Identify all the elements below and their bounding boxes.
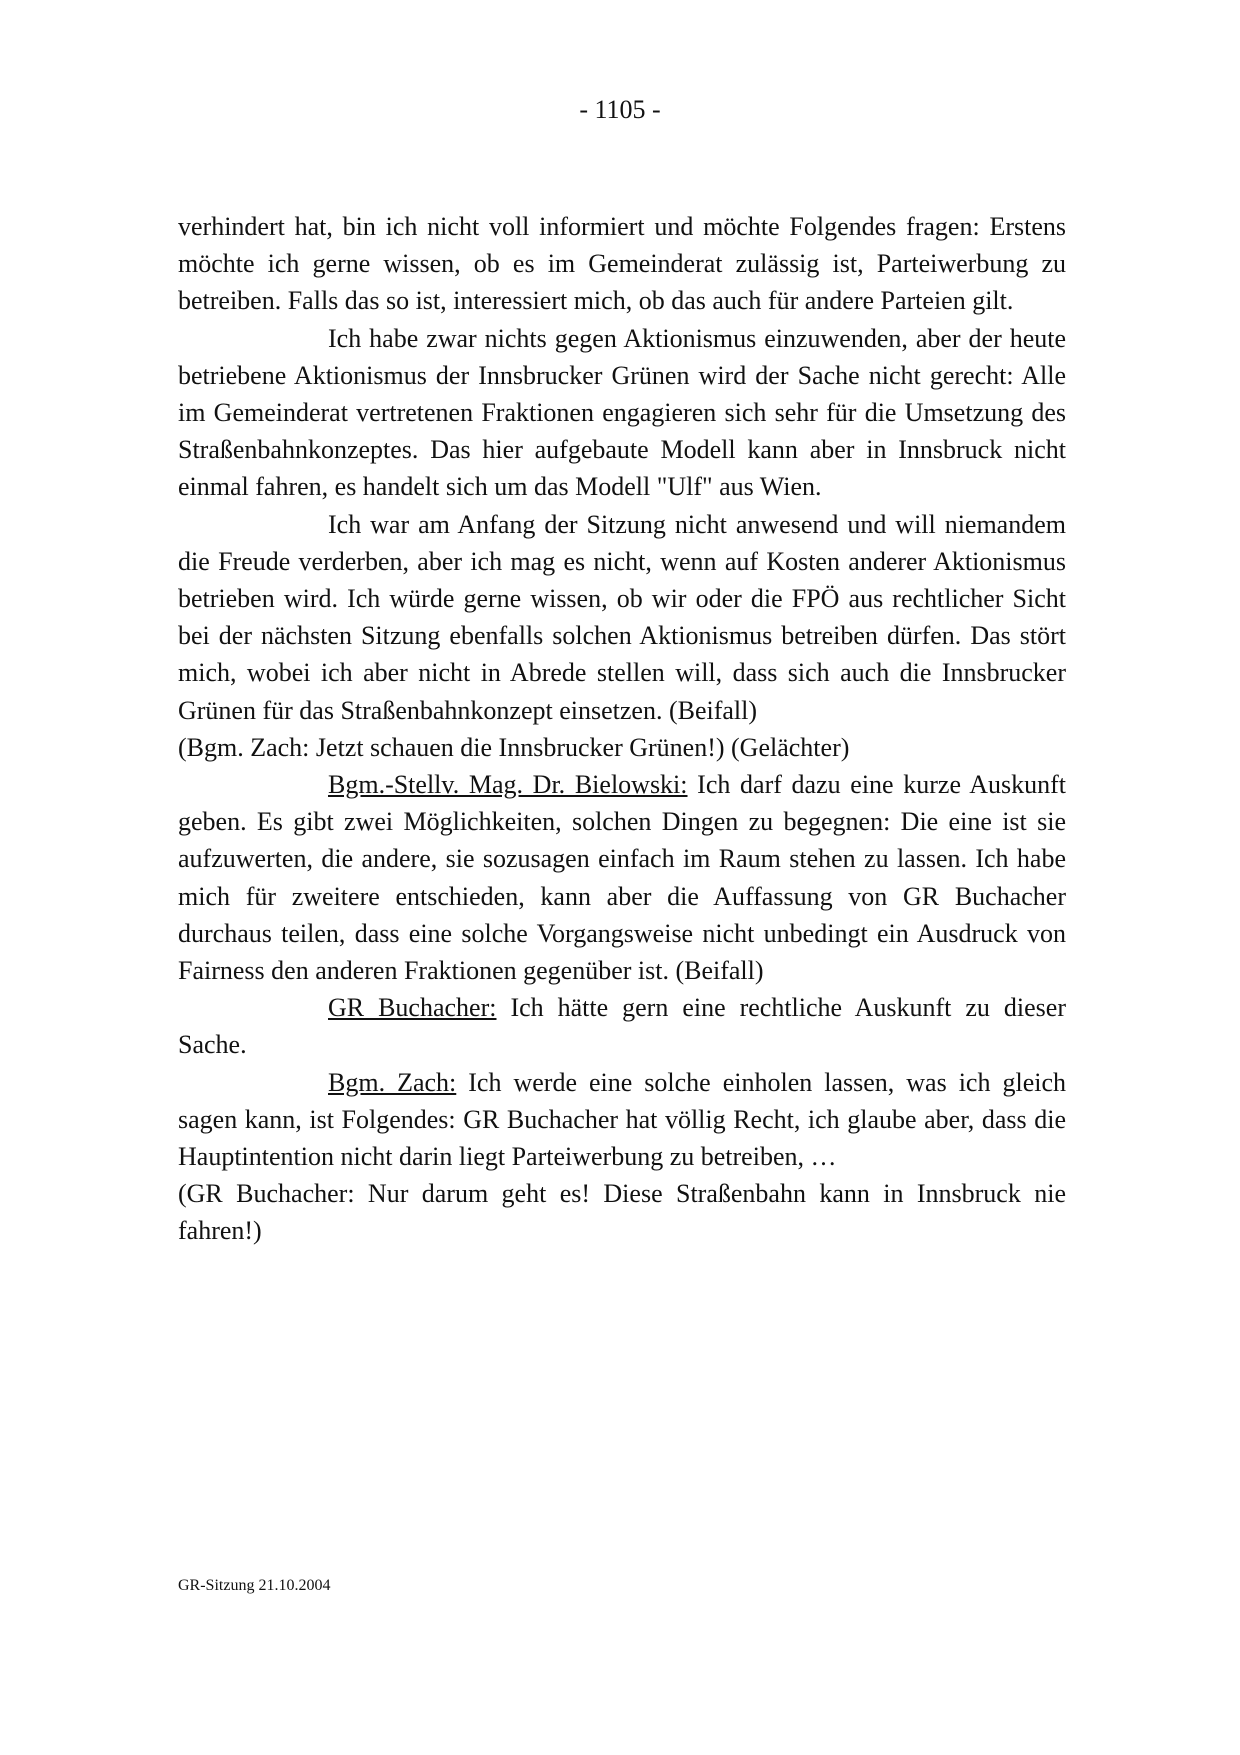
paragraph-sitzung: Ich war am Anfang der Sitzung nicht anwesend und will niemandem die Freude verderben, aber ich mag es nicht, wenn auf Kosten anderer Aktionismus betrieben wird. Ich würde gerne wissen, ob wir oder die FPÖ aus rechtlicher Sicht bei der nächsten Sitzung ebenfalls solchen Aktionismus betreiben dürfen. Das stört mich, wobei ich aber nicht in Abrede stellen will, dass sich auch die Innsbrucker Grünen für das Straßenbahnkonzept einsetzen. (Beifall) xyxy=(178,509,1066,725)
footer-session: GR-Sitzung 21.10.2004 xyxy=(178,1577,331,1594)
paragraph-buchacher xyxy=(178,989,1066,1063)
page-number: - 1105 - xyxy=(579,95,661,124)
body-text xyxy=(178,208,1066,1250)
speaker-name: GR Buchacher: xyxy=(328,993,497,1023)
speech-text: Ich darf dazu eine kurze Auskunft geben. Es gibt zwei Möglichkeiten, solchen Dingen zu begegnen: Die eine ist sie aufzuwerten, die andere, sie sozusagen einfach im Raum stehen zu lassen. Ich habe mich für zweitere entschieden, kann aber die Auffassung von GR Buchacher durchaus teilen, dass eine solche Vorgangsweise nicht unbedingt ein Ausdruck von Fairness den anderen Fraktionen gegenüber ist. (Beifall) xyxy=(178,770,1066,986)
speaker-name: Bgm. Zach: xyxy=(328,1067,457,1097)
paragraph-zach xyxy=(178,1064,1066,1176)
paragraph-aktionismus: Ich habe zwar nichts gegen Aktionismus einzuwenden, aber der heute betriebene Aktionismus der Innsbrucker Grünen wird der Sache nicht gerecht: Alle im Gemeinderat vertretenen Fraktionen engagieren sich sehr für die Umsetzung des Straßenbahnkonzeptes. Das hier aufgebaute Modell kann aber in Innsbruck nicht einmal fahren, es handelt sich um das Modell "Ulf" aus Wien. xyxy=(178,323,1066,502)
paragraph-bielowski xyxy=(178,766,1066,989)
paragraph-intro: verhindert hat, bin ich nicht voll informiert und möchte Folgendes fragen: Erstens möchte ich gerne wissen, ob es im Gemeinderat zulässig ist, Parteiwerbung zu betreiben. Falls das so ist, interessiert mich, ob das auch für andere Parteien gilt. xyxy=(178,212,1066,316)
speech-text: Ich hätte gern eine rechtliche Auskunft zu dieser Sache. xyxy=(178,993,1066,1060)
speaker-name: Bgm.-Stellv. Mag. Dr. Bielowski: xyxy=(328,770,688,800)
speech-text: Ich werde eine solche einholen lassen, was ich gleich sagen kann, ist Folgendes: GR Buchacher hat völlig Recht, ich glaube aber, dass die Hauptintention nicht darin liegt Parteiwerbung zu betreiben, … xyxy=(178,1067,1066,1172)
interjection-buchacher: (GR Buchacher: Nur darum geht es! Diese Straßenbahn kann in Innsbruck nie fahren!) xyxy=(178,1179,1066,1246)
interjection-zach: (Bgm. Zach: Jetzt schauen die Innsbrucker Grünen!) (Gelächter) xyxy=(178,732,850,762)
